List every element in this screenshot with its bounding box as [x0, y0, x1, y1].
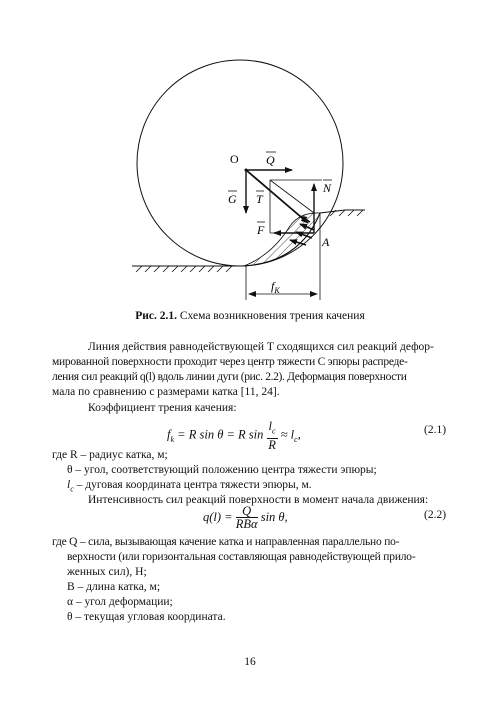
def1-line2: θ – угол, соответствующий положению центра тяжести эпюры;: [67, 464, 377, 476]
label-T: T: [256, 192, 263, 206]
formula-2-1: $f_k = R$ sin θ = R sin $\frac{l_c}{R}$ ≈ $l_c$,: [167, 419, 301, 452]
ground-hatch-right: [330, 210, 363, 216]
formula-2-2: q(l) = $\frac{Q}{\text{RBα}}$ sin θ,: [203, 504, 288, 531]
label-N: N: [323, 181, 332, 195]
para2-intro: Коэффициент трения качения:: [88, 402, 237, 414]
para1-line4: мала по сравнению с размерами катка [11, 24].: [52, 386, 280, 398]
roller-circle: [137, 60, 343, 266]
para1-line1: Линия действия равнодействующей T сходящихся сил реакций дефор-: [88, 341, 434, 353]
caption-prefix: Рис. 2.1.: [135, 310, 178, 322]
figure-caption: [0, 310, 500, 322]
def2-line5: α – угол деформации;: [67, 596, 173, 608]
def1-line3: $l_c$ – дуговая координата центра тяжести эпюры, м.: [67, 479, 312, 494]
label-Q: Q: [266, 153, 275, 167]
label-O: O: [230, 152, 239, 166]
para1-line3: ления сил реакций q(l) вдоль линии дуги (рис. 2.2). Деформация поверхности: [52, 371, 407, 383]
para3-intro: Интенсивность сил реакций поверхности в момент начала движения:: [88, 494, 429, 506]
def2-line3: женных сил), Н;: [67, 566, 147, 578]
label-fk: $f_K$: [271, 279, 280, 295]
rolling-friction-diagram: [0, 0, 500, 305]
caption-text: Схема возникновения трения качения: [179, 310, 365, 322]
para1-line2: мированной поверхности проходит через центр тяжести C эпюры распреде-: [52, 356, 408, 368]
label-G: G: [228, 192, 237, 206]
equation-number-2-2: (2.2): [424, 509, 447, 521]
label-F: F: [257, 223, 265, 237]
def2-line2: верхности (или горизонтальная составляющая равнодействующей прило-: [67, 551, 416, 563]
label-A: A: [322, 235, 330, 249]
def2-line6: θ – текущая угловая координата.: [67, 611, 226, 623]
def2-line1: где Q – сила, вызывающая качение катка и направленная параллельно по-: [52, 536, 400, 548]
equation-number-2-1: (2.1): [424, 424, 447, 436]
ground-hatch-left: [136, 266, 232, 272]
def2-line4: B – длина катка, м;: [67, 581, 161, 593]
page-number: 16: [244, 656, 256, 668]
def1-line1: где R – радиус катка, м;: [52, 449, 168, 461]
